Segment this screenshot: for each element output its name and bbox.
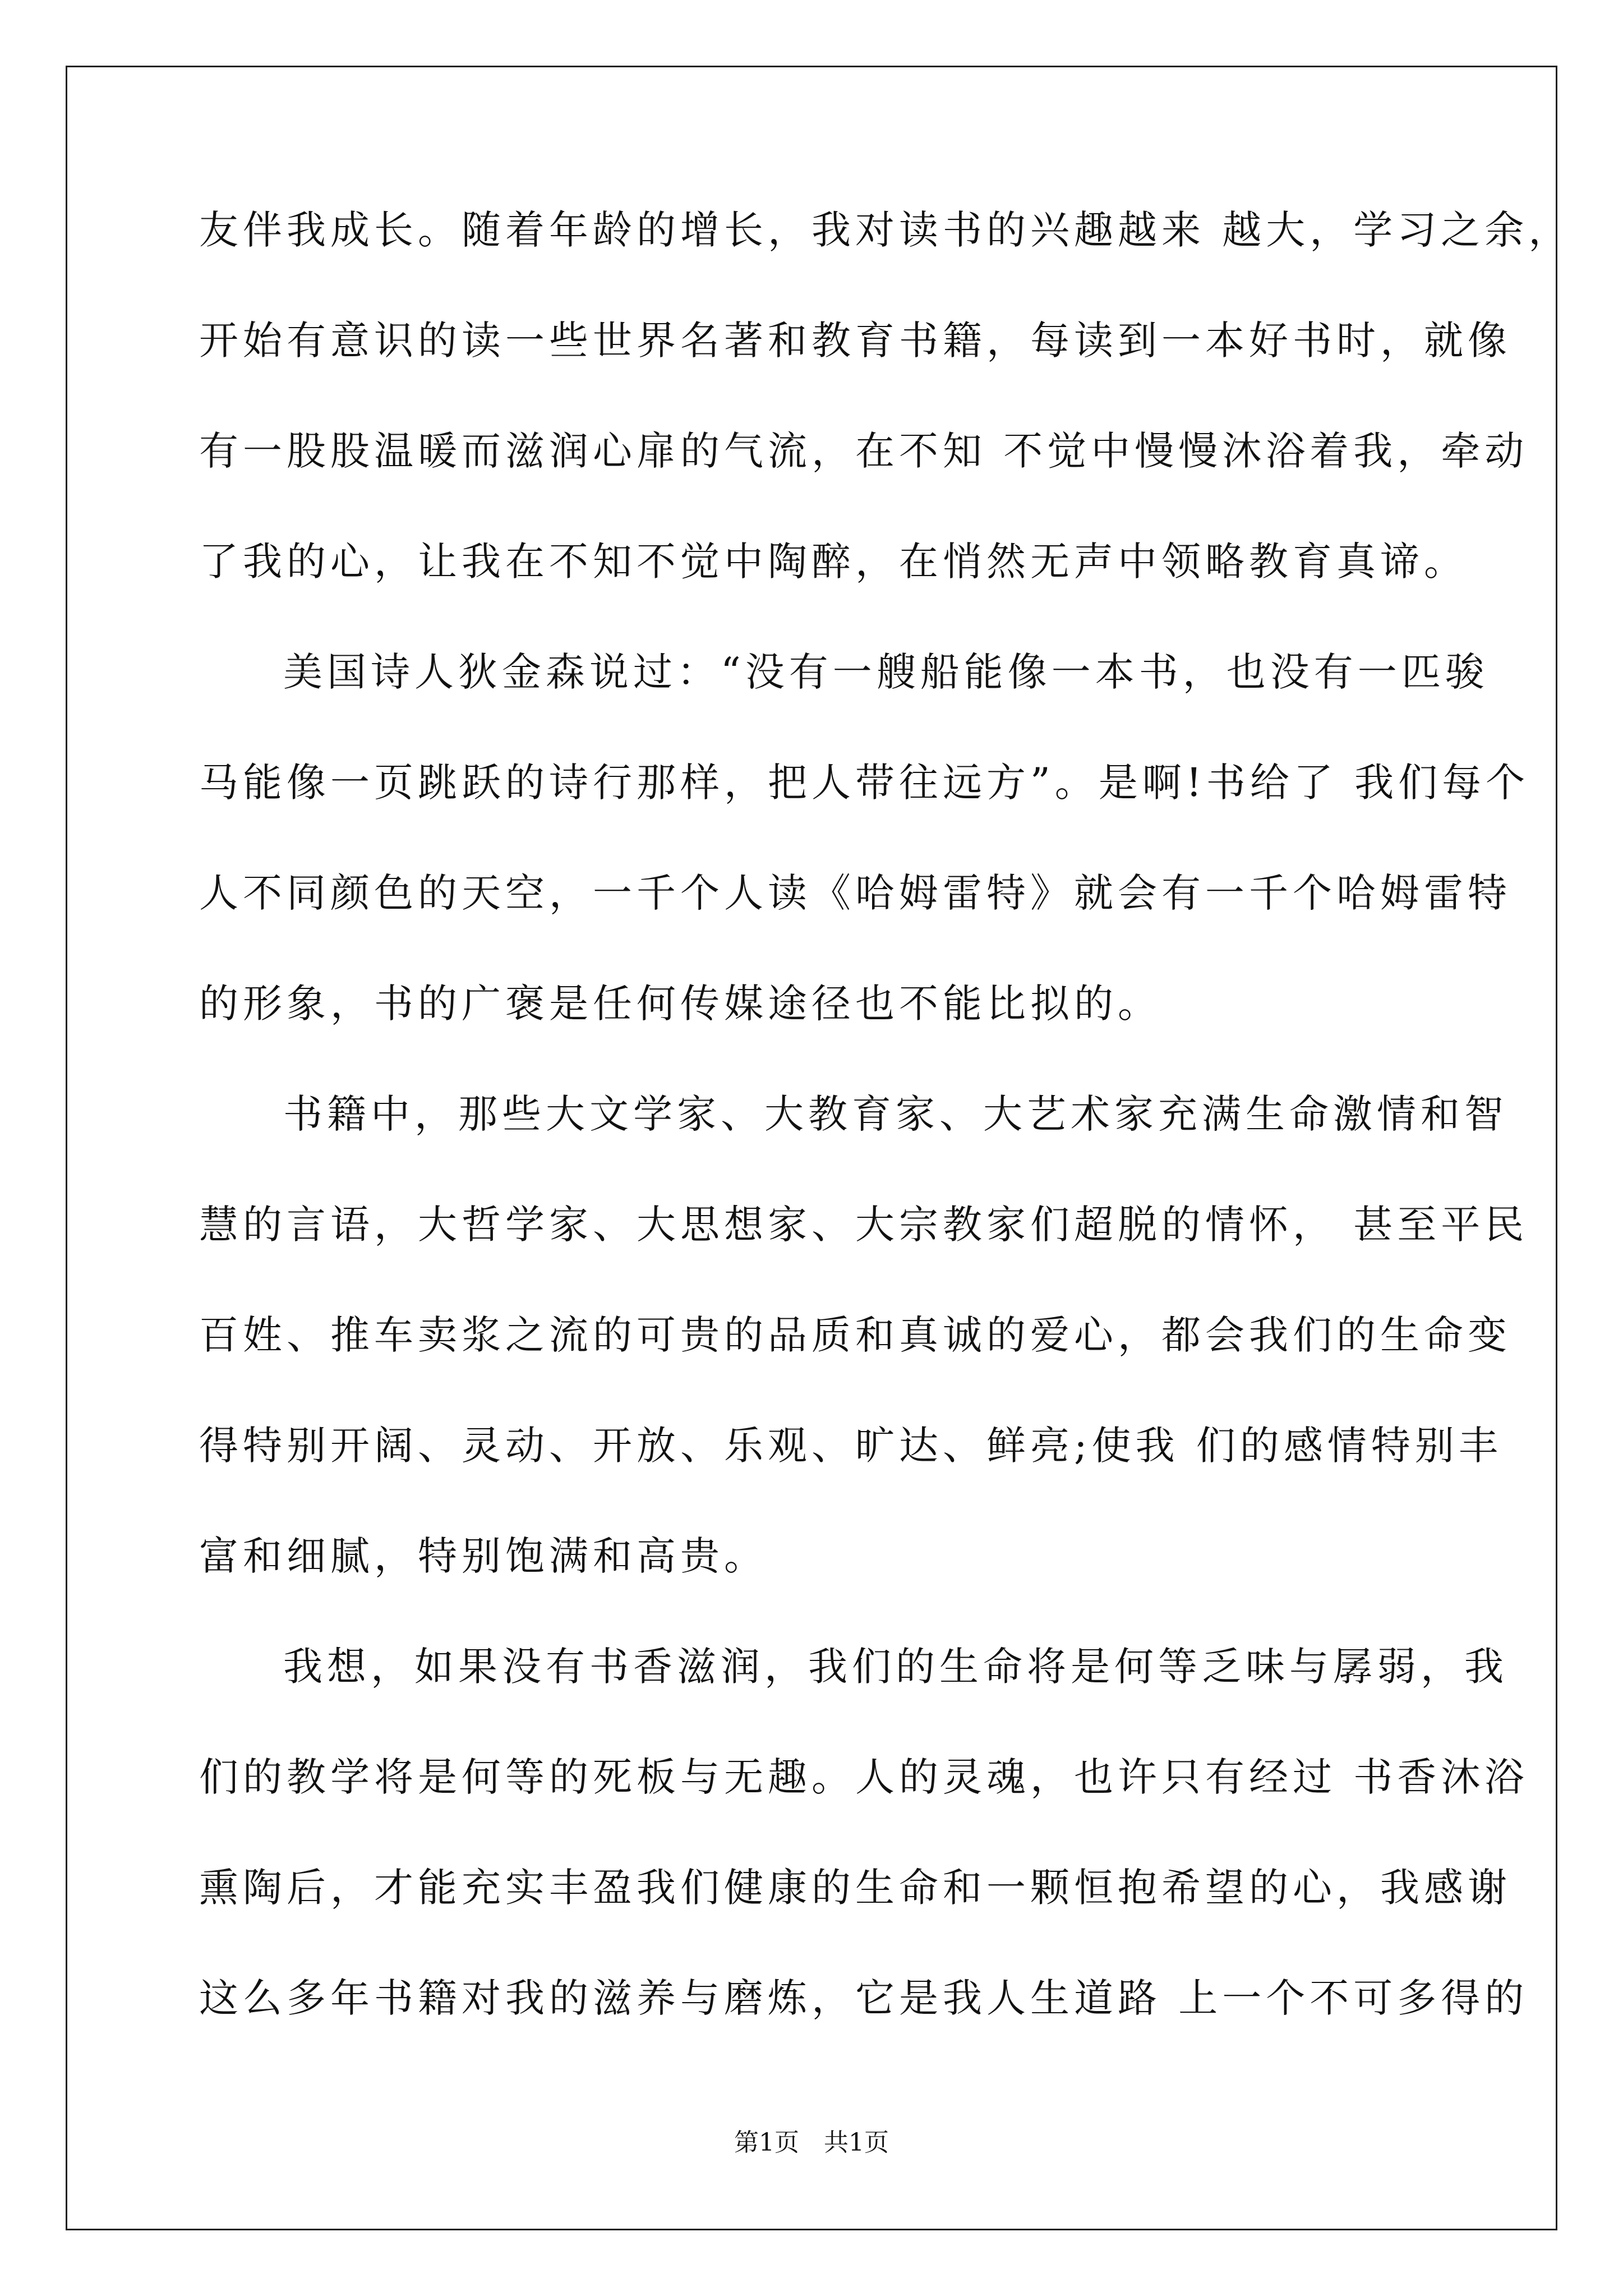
paragraph-start-line: 书籍中，那些大文学家、大教育家、大艺术家充满生命激情和智 xyxy=(283,1091,1508,1137)
paragraph-start-line: 美国诗人狄金森说过：“没有一艘船能像一本书，也没有一匹骏 xyxy=(283,649,1489,695)
text-line: 这么多年书籍对我的滋养与磨炼，它是我人生道路 上一个不可多得的 xyxy=(199,1975,1529,2021)
paragraph-start-line: 我想，如果没有书香滋润，我们的生命将是何等乏味与孱弱，我 xyxy=(283,1644,1508,1690)
page-number-footer: 第1页 共1页 xyxy=(734,2128,889,2157)
text-line: 得特别开阔、灵动、开放、乐观、旷达、鲜亮;使我 们的感情特别丰 xyxy=(199,1423,1502,1469)
text-line: 了我的心，让我在不知不觉中陶醉，在悄然无声中领略教育真谛。 xyxy=(199,539,1468,585)
text-line: 富和细腻，特别饱满和高贵。 xyxy=(199,1533,768,1579)
text-line: 熏陶后，才能充实丰盈我们健康的生命和一颗恒抱希望的心，我感谢 xyxy=(199,1865,1511,1911)
text-line: 们的教学将是何等的死板与无趣。人的灵魂，也许只有经过 书香沐浴 xyxy=(199,1754,1529,1800)
text-line: 人不同颜色的天空，一千个人读《哈姆雷特》就会有一千个哈姆雷特 xyxy=(199,870,1511,916)
text-line: 友伴我成长。随着年龄的增长，我对读书的兴趣越来 越大，学习之余， xyxy=(199,207,1573,253)
text-line: 马能像一页跳跃的诗行那样，把人带往远方”。是啊!书给了 我们每个 xyxy=(199,760,1530,806)
document-body xyxy=(199,196,1573,2075)
text-line: 开始有意识的读一些世界名著和教育书籍，每读到一本好书时，就像 xyxy=(199,318,1511,364)
text-line: 百姓、推车卖浆之流的可贵的品质和真诚的爱心，都会我们的生命变 xyxy=(199,1312,1511,1358)
text-line: 的形象，书的广褒是任何传媒途径也不能比拟的。 xyxy=(199,981,1161,1027)
text-line: 有一股股温暖而滋润心扉的气流，在不知 不觉中慢慢沐浴着我，牵动 xyxy=(199,428,1529,474)
text-line: 慧的言语，大哲学家、大思想家、大宗教家们超脱的情怀， 甚至平民 xyxy=(199,1202,1529,1248)
